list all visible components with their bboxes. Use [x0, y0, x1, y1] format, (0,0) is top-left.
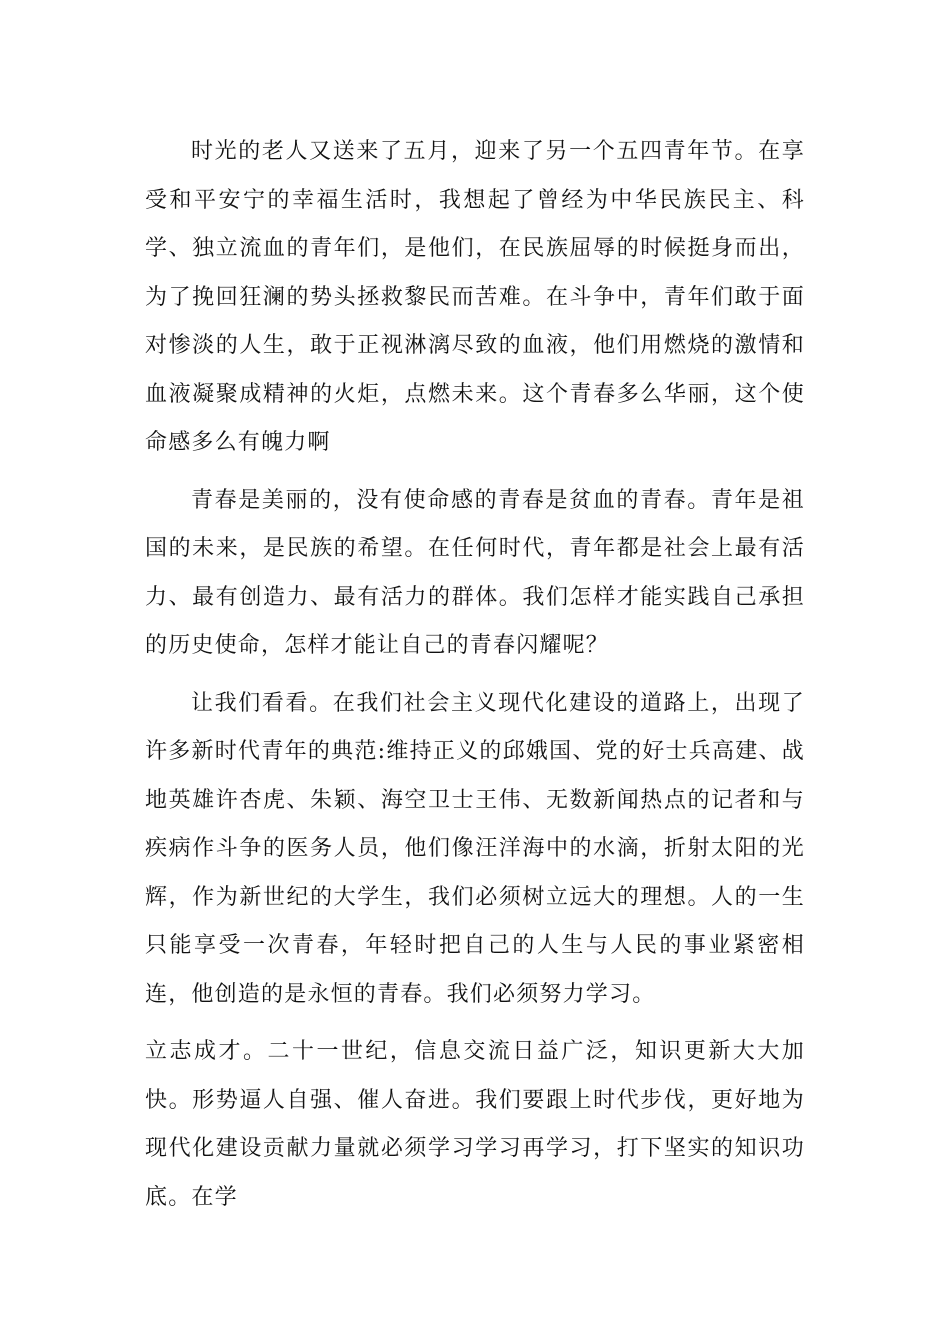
paragraph-4: 立志成才。二十一世纪，信息交流日益广泛，知识更新大大加快。形势逼人自强、催人奋进。我们要跟上时代步伐，更好地为现代化建设贡献力量就必须学习学习再学习，打下坚实的知识功底。在学	[145, 1039, 805, 1210]
document-body	[145, 128, 805, 1222]
paragraph-2: 青春是美丽的，没有使命感的青春是贫血的青春。青年是祖国的未来，是民族的希望。在任何时代，青年都是社会上最有活力、最有创造力、最有活力的群体。我们怎样才能实践自己承担的历史使命，怎样才能让自己的青春闪耀呢？	[145, 487, 805, 658]
paragraph-1: 时光的老人又送来了五月，迎来了另一个五四青年节。在享受和平安宁的幸福生活时，我想起了曾经为中华民族民主、科学、独立流血的青年们，是他们，在民族屈辱的时候挺身而出，为了挽回狂澜的势头拯救黎民而苦难。在斗争中，青年们敢于面对惨淡的人生，敢于正视淋漓尽致的血液，他们用燃烧的激情和血液凝聚成精神的火炬，点燃未来。这个青春多么华丽，这个使命感多么有魄力啊	[145, 139, 805, 455]
paragraph-3: 让我们看看。在我们社会主义现代化建设的道路上，出现了许多新时代青年的典范:维持正义的邱娥国、党的好士兵高建、战地英雄许杏虎、朱颖、海空卫士王伟、无数新闻热点的记者和与疾病作斗争的医务人员，他们像汪洋海中的水滴，折射太阳的光辉，作为新世纪的大学生，我们必须树立远大的理想。人的一生只能享受一次青春，年轻时把自己的人生与人民的事业紧密相连，他创造的是永恒的青春。我们必须努力学习。	[145, 690, 805, 1007]
